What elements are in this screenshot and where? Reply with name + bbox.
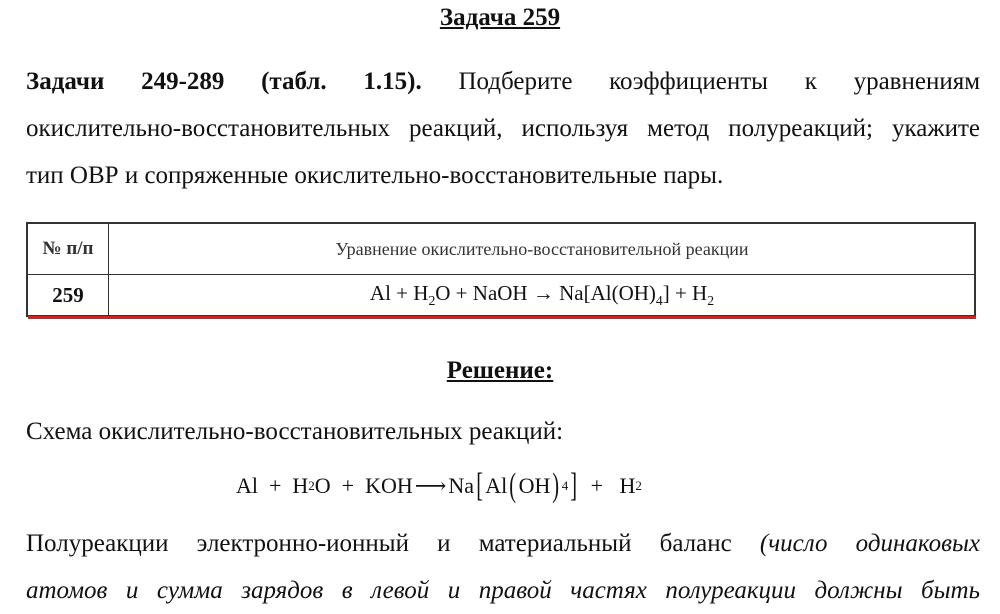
reaction-table (26, 222, 976, 317)
intro-line-1-rest: Подберите коэффициенты к уравнениям (458, 68, 981, 95)
para-line-1: Полуреакции электронно-ионный и материальный баланс (число одинаковых (26, 530, 981, 557)
page-title: Задача 259 (439, 4, 561, 31)
header-number: № п/п (42, 238, 94, 259)
red-underline (28, 316, 976, 319)
table-row (28, 275, 974, 315)
row-number: 259 (52, 282, 84, 307)
intro-line-3: тип ОВР и сопряженные окислительно-восстановительные пары. (26, 162, 724, 189)
task-intro (26, 58, 980, 199)
para-line-2: атомов и сумма зарядов в левой и правой частях полуреакции должны быть (26, 577, 980, 604)
header-equation: Уравнение окислительно-восстановительной реакции (335, 238, 749, 259)
row-equation: $Al + H_2O$ + NaOH → $Na[Al(OH)_4] + H_2$ (369, 281, 715, 308)
solution-heading: Решение: (446, 357, 554, 384)
intro-line-2: окислительно-восстановительных реакций, используя метод полуреакций; укажите (26, 115, 980, 142)
table-header-row (28, 224, 974, 275)
reaction-arrow: ⟶ (414, 473, 447, 498)
intro-bold-lead: Задачи 249-289 (табл. 1.15). (26, 68, 422, 95)
intro-line-1 (26, 58, 980, 105)
half-reactions-paragraph (26, 520, 980, 614)
reaction-scheme: Al + H 2 O + KOH ⟶ Na [ Al ( OH ) 4 ] + H 2 (236, 467, 642, 504)
scheme-label: Схема окислительно-восстановительных реакций: (26, 418, 564, 445)
